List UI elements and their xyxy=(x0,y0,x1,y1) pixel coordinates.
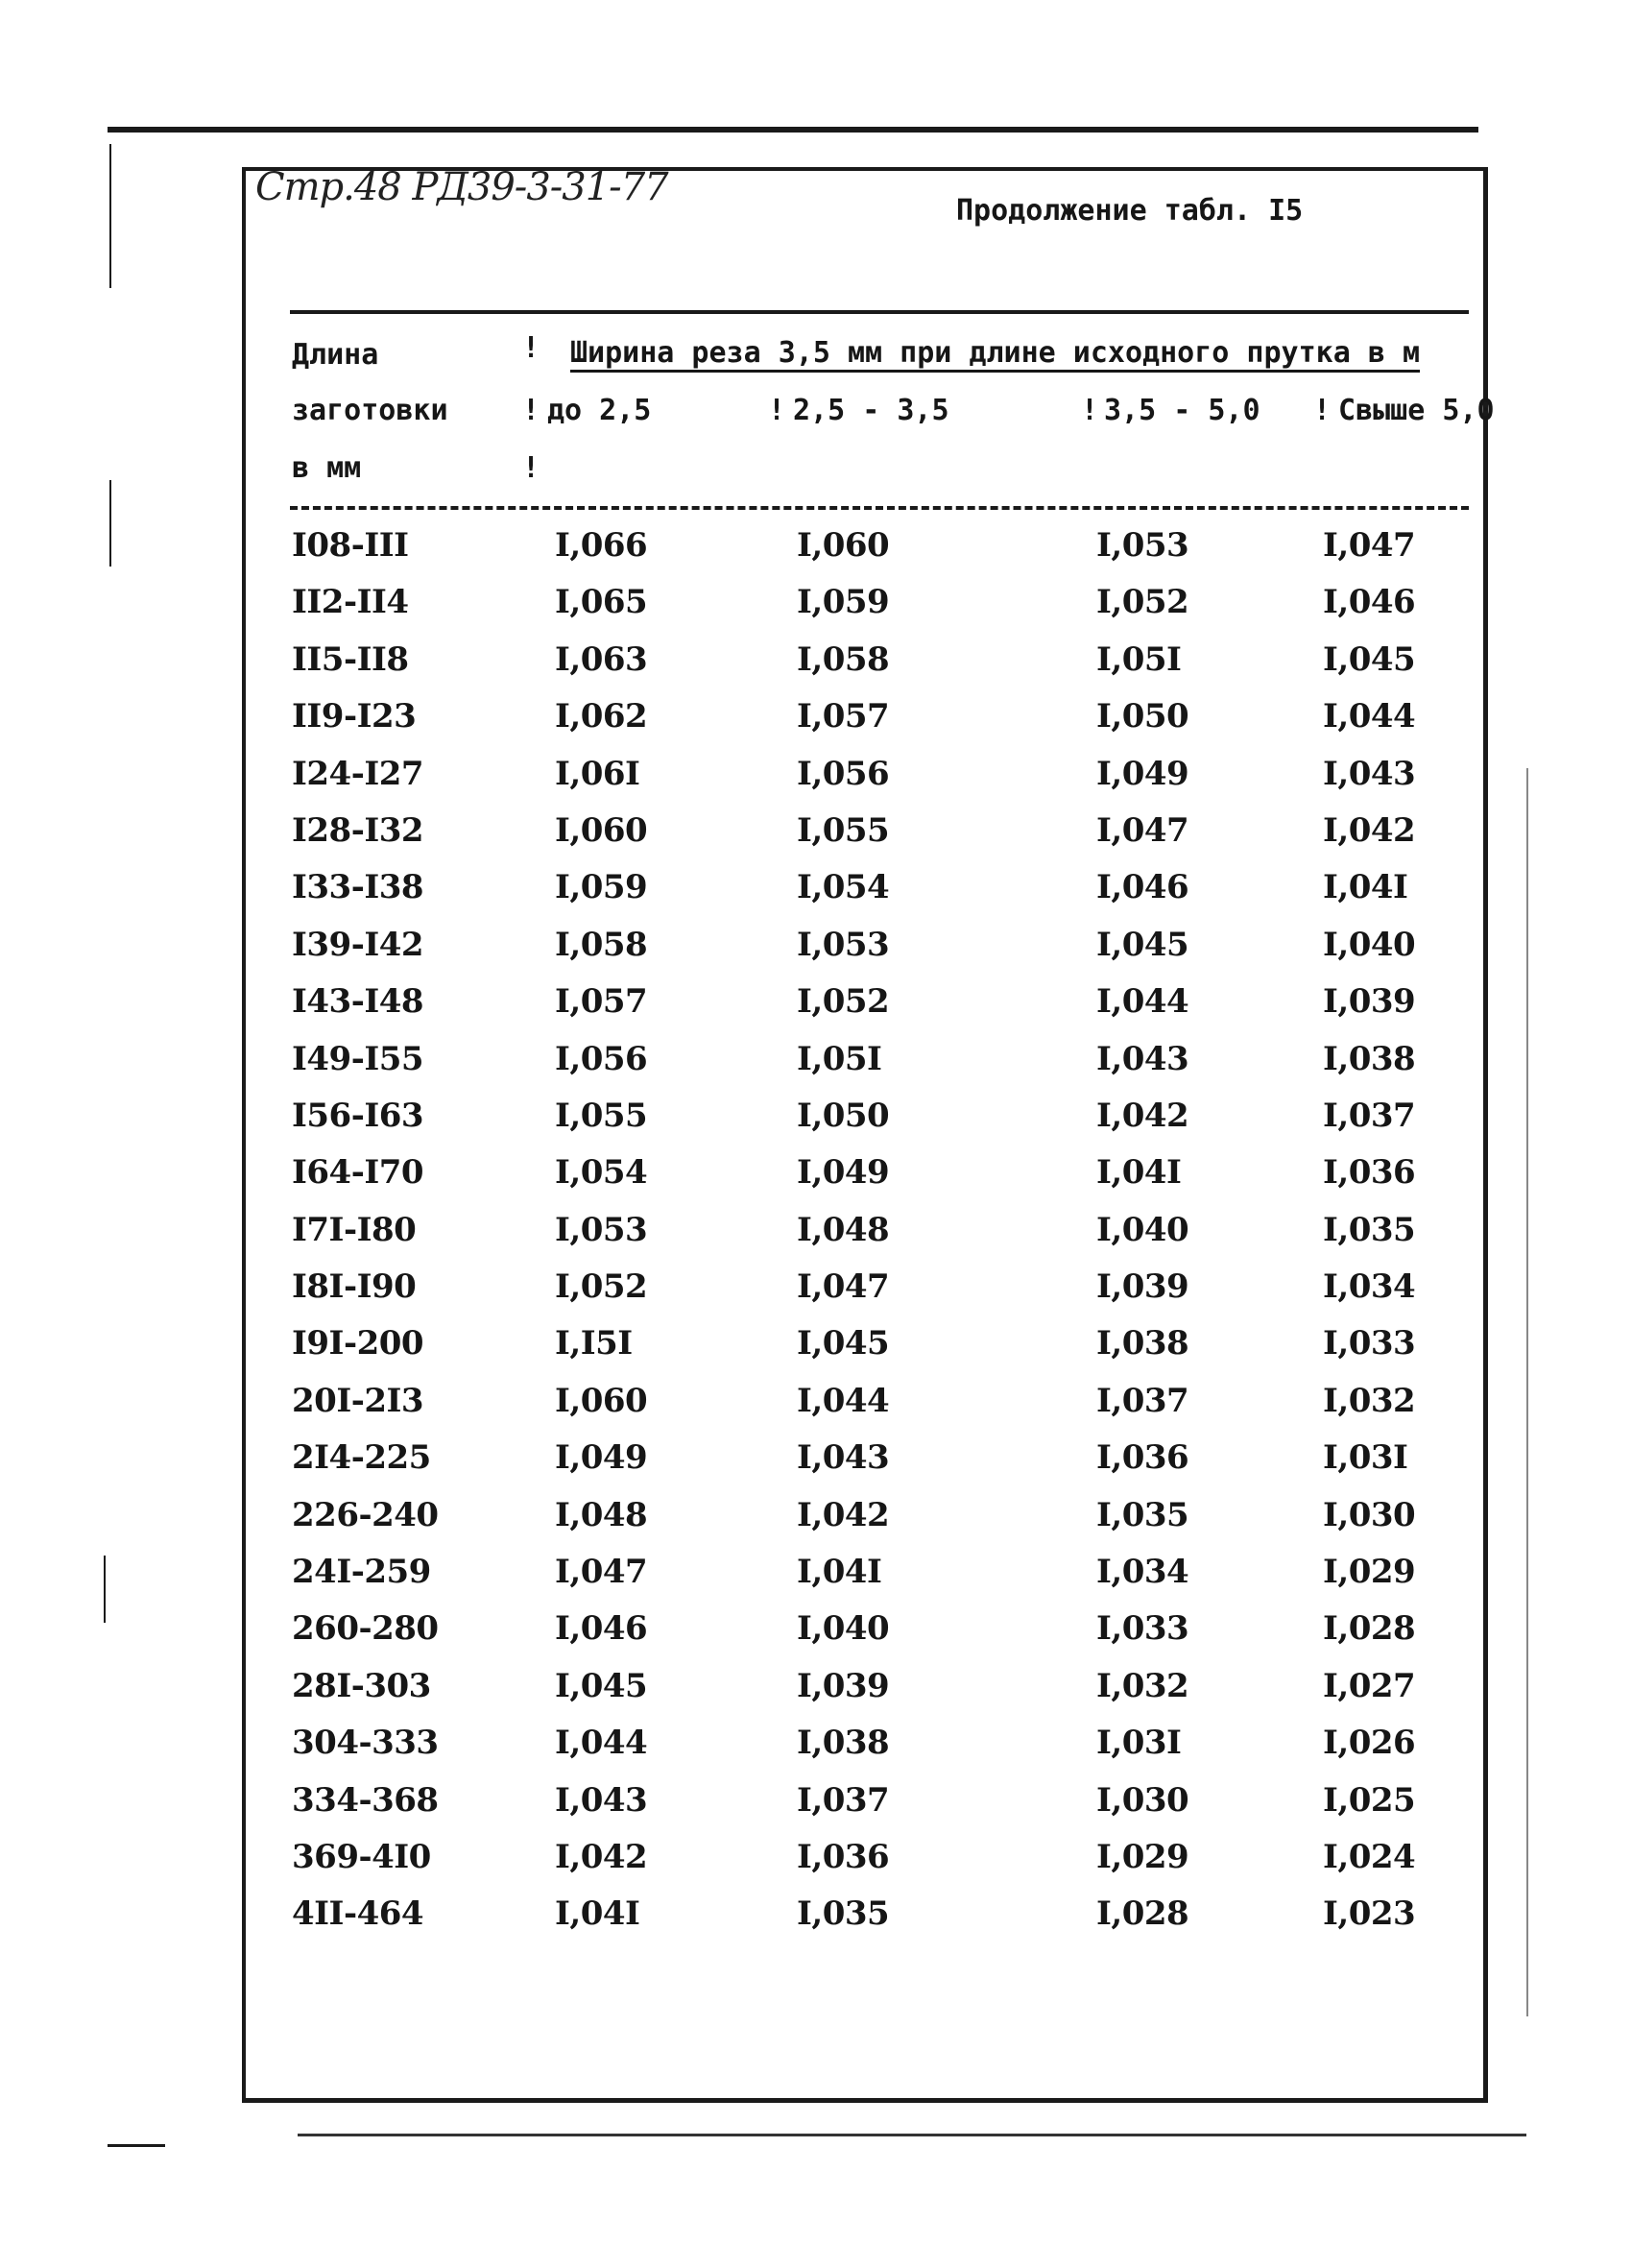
coefficient-cell: I,038 xyxy=(1096,1324,1189,1363)
coefficient-cell: I,048 xyxy=(555,1495,648,1534)
length-range-cell: 28I-303 xyxy=(292,1666,431,1705)
coefficient-cell: I,035 xyxy=(1096,1495,1189,1534)
coefficient-cell: I,030 xyxy=(1096,1780,1189,1820)
group-header: Ширина реза 3,5 мм при длине исходного прутка в м xyxy=(570,336,1421,370)
coefficient-cell: I,043 xyxy=(797,1438,890,1478)
coefficient-cell: I,048 xyxy=(797,1210,890,1249)
table-row xyxy=(0,755,1632,811)
length-range-cell: I9I-200 xyxy=(292,1324,424,1363)
column-header-over-5-0: Свыше 5,0 xyxy=(1338,394,1495,427)
coefficient-cell: I,066 xyxy=(555,526,648,565)
coefficient-cell: I,028 xyxy=(1323,1609,1416,1649)
coefficient-cell: I,033 xyxy=(1323,1324,1416,1363)
coefficient-cell: I,055 xyxy=(555,1096,648,1135)
column-separator: ! xyxy=(1313,394,1332,427)
column-separator: ! xyxy=(522,451,540,485)
table-row xyxy=(0,1609,1632,1666)
table-row xyxy=(0,1324,1632,1381)
length-range-cell: 334-368 xyxy=(292,1780,439,1820)
coefficient-cell: I,029 xyxy=(1323,1553,1416,1592)
coefficient-cell: I,03I xyxy=(1323,1438,1408,1478)
length-range-cell: I24-I27 xyxy=(292,754,424,793)
coefficient-cell: I,034 xyxy=(1323,1267,1416,1307)
bottom-rule xyxy=(298,2134,1526,2136)
coefficient-cell: I,035 xyxy=(1323,1210,1416,1249)
coefficient-cell: I,046 xyxy=(555,1609,648,1649)
column-header-length-line2: заготовки xyxy=(292,394,448,427)
coefficient-cell: I,047 xyxy=(555,1553,648,1592)
coefficient-cell: I,058 xyxy=(555,925,648,964)
table-row xyxy=(0,583,1632,639)
length-range-cell: 226-240 xyxy=(292,1495,439,1534)
coefficient-cell: I,052 xyxy=(797,982,890,1022)
length-range-cell: I08-III xyxy=(292,526,409,565)
coefficient-cell: I,036 xyxy=(797,1837,890,1876)
coefficient-cell: I,039 xyxy=(797,1666,890,1705)
coefficient-cell: I,053 xyxy=(797,925,890,964)
length-range-cell: 24I-259 xyxy=(292,1553,431,1592)
coefficient-cell: I,046 xyxy=(1323,583,1416,622)
coefficient-cell: I,054 xyxy=(555,1153,648,1193)
coefficient-cell: I,058 xyxy=(797,639,890,679)
coefficient-cell: I,060 xyxy=(555,810,648,850)
coefficient-cell: I,035 xyxy=(797,1894,890,1934)
coefficient-cell: I,044 xyxy=(797,1381,890,1420)
length-range-cell: II5-II8 xyxy=(292,639,409,679)
coefficient-cell: I,059 xyxy=(797,583,890,622)
header-dashed-rule xyxy=(290,506,1469,510)
coefficient-cell: I,038 xyxy=(1323,1039,1416,1078)
coefficient-cell: I,047 xyxy=(1323,526,1416,565)
coefficient-cell: I,052 xyxy=(1096,583,1189,622)
coefficient-cell: I,03I xyxy=(1096,1724,1182,1763)
length-range-cell: I64-I70 xyxy=(292,1153,424,1193)
table-body xyxy=(0,526,1632,1952)
header-top-rule xyxy=(290,310,1469,314)
coefficient-cell: I,029 xyxy=(1096,1837,1189,1876)
coefficient-cell: I,05I xyxy=(797,1039,882,1078)
coefficient-cell: I,055 xyxy=(797,810,890,850)
coefficient-cell: I,04I xyxy=(1323,868,1408,907)
coefficient-cell: I,049 xyxy=(1096,754,1189,793)
length-range-cell: I28-I32 xyxy=(292,810,424,850)
table-row xyxy=(0,1438,1632,1495)
table-row xyxy=(0,1667,1632,1724)
coefficient-cell: I,037 xyxy=(1096,1381,1189,1420)
coefficient-cell: I,023 xyxy=(1323,1894,1416,1934)
length-range-cell: II9-I23 xyxy=(292,697,417,736)
table-row xyxy=(0,640,1632,697)
length-range-cell: 260-280 xyxy=(292,1609,439,1649)
coefficient-cell: I,06I xyxy=(555,754,640,793)
coefficient-cell: I,056 xyxy=(797,754,890,793)
coefficient-cell: I,065 xyxy=(555,583,648,622)
coefficient-cell: I,060 xyxy=(797,526,890,565)
coefficient-cell: I,046 xyxy=(1096,868,1189,907)
coefficient-cell: I,04I xyxy=(555,1894,640,1934)
coefficient-cell: I,04I xyxy=(797,1553,882,1592)
table-row xyxy=(0,1153,1632,1210)
column-header-up-to-2-5: до 2,5 xyxy=(547,394,652,427)
coefficient-cell: I,028 xyxy=(1096,1894,1189,1934)
coefficient-cell: I,I5I xyxy=(555,1324,633,1363)
column-header-2-5-3-5: 2,5 - 3,5 xyxy=(793,394,949,427)
column-separator: ! xyxy=(522,331,540,365)
length-range-cell: I43-I48 xyxy=(292,982,424,1022)
coefficient-cell: I,026 xyxy=(1323,1724,1416,1763)
coefficient-cell: I,045 xyxy=(797,1324,890,1363)
coefficient-cell: I,039 xyxy=(1323,982,1416,1022)
column-separator: ! xyxy=(522,394,540,427)
length-range-cell: 369-4I0 xyxy=(292,1837,431,1876)
coefficient-cell: I,045 xyxy=(1323,639,1416,679)
coefficient-cell: I,050 xyxy=(797,1096,890,1135)
coefficient-cell: I,036 xyxy=(1096,1438,1189,1478)
coefficient-cell: I,045 xyxy=(555,1666,648,1705)
coefficient-cell: I,032 xyxy=(1323,1381,1416,1420)
table-row xyxy=(0,1838,1632,1894)
column-separator: ! xyxy=(1081,394,1099,427)
table-row xyxy=(0,1724,1632,1780)
coefficient-cell: I,040 xyxy=(1096,1210,1189,1249)
column-separator: ! xyxy=(768,394,786,427)
document-code: Стр.48 РД39-3-31-77 xyxy=(255,165,668,209)
coefficient-cell: I,032 xyxy=(1096,1666,1189,1705)
coefficient-cell: I,037 xyxy=(1323,1096,1416,1135)
coefficient-cell: I,049 xyxy=(797,1153,890,1193)
coefficient-cell: I,04I xyxy=(1096,1153,1182,1193)
length-range-cell: II2-II4 xyxy=(292,583,409,622)
coefficient-cell: I,027 xyxy=(1323,1666,1416,1705)
table-row xyxy=(0,526,1632,583)
length-range-cell: I8I-I90 xyxy=(292,1267,417,1307)
length-range-cell: I56-I63 xyxy=(292,1096,424,1135)
table-row xyxy=(0,1382,1632,1438)
coefficient-cell: I,056 xyxy=(555,1039,648,1078)
coefficient-cell: I,060 xyxy=(555,1381,648,1420)
coefficient-cell: I,054 xyxy=(797,868,890,907)
coefficient-cell: I,042 xyxy=(797,1495,890,1534)
table-row xyxy=(0,1040,1632,1097)
coefficient-cell: I,047 xyxy=(797,1267,890,1307)
coefficient-cell: I,040 xyxy=(1323,925,1416,964)
coefficient-cell: I,024 xyxy=(1323,1837,1416,1876)
coefficient-cell: I,057 xyxy=(555,982,648,1022)
coefficient-cell: I,045 xyxy=(1096,925,1189,964)
coefficient-cell: I,040 xyxy=(797,1609,890,1649)
coefficient-cell: I,063 xyxy=(555,639,648,679)
coefficient-cell: I,036 xyxy=(1323,1153,1416,1193)
table-title: Продолжение табл. I5 xyxy=(956,194,1304,228)
coefficient-cell: I,033 xyxy=(1096,1609,1189,1649)
margin-mark xyxy=(108,2144,165,2147)
coefficient-cell: I,044 xyxy=(1096,982,1189,1022)
coefficient-cell: I,043 xyxy=(1096,1039,1189,1078)
length-range-cell: 2I4-225 xyxy=(292,1438,431,1478)
coefficient-cell: I,039 xyxy=(1096,1267,1189,1307)
table-row xyxy=(0,1894,1632,1951)
column-header-length-line1: Длина xyxy=(292,338,379,372)
table-row xyxy=(0,1553,1632,1609)
coefficient-cell: I,034 xyxy=(1096,1553,1189,1592)
length-range-cell: 304-333 xyxy=(292,1724,439,1763)
coefficient-cell: I,038 xyxy=(797,1724,890,1763)
coefficient-cell: I,030 xyxy=(1323,1495,1416,1534)
length-range-cell: 20I-2I3 xyxy=(292,1381,424,1420)
coefficient-cell: I,044 xyxy=(555,1724,648,1763)
table-row xyxy=(0,926,1632,982)
top-rule xyxy=(108,127,1478,133)
coefficient-cell: I,042 xyxy=(1323,810,1416,850)
column-header-length-line3: в мм xyxy=(292,451,362,485)
table-row xyxy=(0,1097,1632,1153)
margin-mark xyxy=(109,144,111,288)
coefficient-cell: I,042 xyxy=(555,1837,648,1876)
table-row xyxy=(0,1267,1632,1324)
table-row xyxy=(0,1496,1632,1553)
coefficient-cell: I,052 xyxy=(555,1267,648,1307)
coefficient-cell: I,043 xyxy=(1323,754,1416,793)
table-row xyxy=(0,1781,1632,1838)
coefficient-cell: I,059 xyxy=(555,868,648,907)
coefficient-cell: I,049 xyxy=(555,1438,648,1478)
coefficient-cell: I,062 xyxy=(555,697,648,736)
length-range-cell: I33-I38 xyxy=(292,868,424,907)
coefficient-cell: I,05I xyxy=(1096,639,1182,679)
coefficient-cell: I,053 xyxy=(1096,526,1189,565)
coefficient-cell: I,047 xyxy=(1096,810,1189,850)
coefficient-cell: I,053 xyxy=(555,1210,648,1249)
coefficient-cell: I,057 xyxy=(797,697,890,736)
coefficient-cell: I,042 xyxy=(1096,1096,1189,1135)
table-row xyxy=(0,1211,1632,1267)
coefficient-cell: I,043 xyxy=(555,1780,648,1820)
table-row xyxy=(0,982,1632,1039)
length-range-cell: I49-I55 xyxy=(292,1039,424,1078)
length-range-cell: I7I-I80 xyxy=(292,1210,417,1249)
table-row xyxy=(0,697,1632,754)
length-range-cell: I39-I42 xyxy=(292,925,424,964)
coefficient-cell: I,044 xyxy=(1323,697,1416,736)
column-header-3-5-5-0: 3,5 - 5,0 xyxy=(1104,394,1260,427)
coefficient-cell: I,025 xyxy=(1323,1780,1416,1820)
table-row xyxy=(0,811,1632,868)
table-row xyxy=(0,868,1632,925)
coefficient-cell: I,037 xyxy=(797,1780,890,1820)
coefficient-cell: I,050 xyxy=(1096,697,1189,736)
length-range-cell: 4II-464 xyxy=(292,1894,424,1934)
